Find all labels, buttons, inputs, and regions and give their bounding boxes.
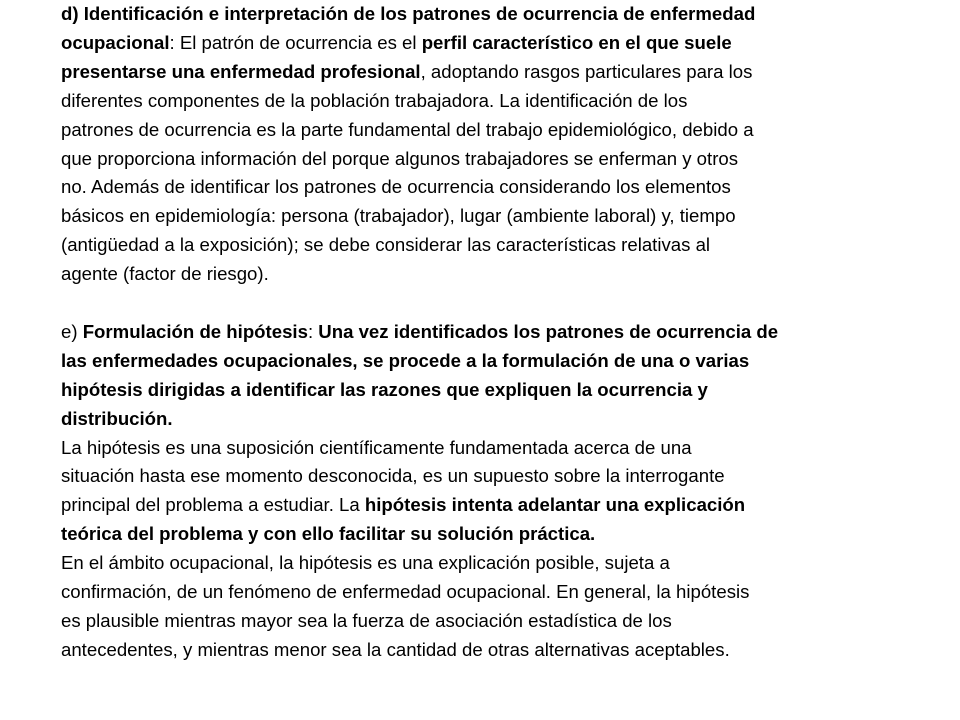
bold-text-segment: las enfermedades ocupacionales, se procede a la formulación de una o varias: [61, 349, 750, 371]
text-segment: diferentes componentes de la población trabajadora. La identificación de los: [61, 89, 688, 111]
section-e-paragraph: [61, 318, 921, 665]
section-d-line: [61, 58, 921, 87]
bold-text-segment: ocupacional: [61, 31, 170, 53]
paragraph-spacer: [61, 289, 921, 318]
text-segment: confirmación, de un fenómeno de enfermedad ocupacional. En general, la hipótesis: [61, 581, 750, 603]
section-e-line: [61, 520, 921, 549]
bold-text-segment: Formulación de hipótesis: [82, 320, 308, 342]
bold-text-segment: hipótesis dirigidas a identificar las razones que expliquen la ocurrencia y: [61, 378, 708, 400]
text-segment: básicos en epidemiología: persona (trabajador), lugar (ambiente laboral) y, tiempo: [61, 205, 736, 227]
text-segment: situación hasta ese momento desconocida, es un supuesto sobre la interrogante: [61, 465, 725, 487]
text-segment: principal del problema a estudiar. La: [61, 494, 365, 516]
section-d-line: [61, 116, 921, 145]
section-d-paragraph: [61, 0, 921, 289]
text-segment: que proporciona información del porque algunos trabajadores se enferman y otros: [61, 147, 739, 169]
section-e-line: [61, 318, 921, 347]
section-d-line: [61, 0, 921, 29]
section-e-line: [61, 636, 921, 665]
section-e-line: [61, 376, 921, 405]
section-d-line: [61, 145, 921, 174]
text-segment: : El patrón de ocurrencia es el: [169, 31, 422, 53]
section-e-line: [61, 462, 921, 491]
section-d-line: [61, 29, 921, 58]
bold-text-segment: perfil característico en el que suele: [421, 31, 732, 53]
text-segment: e): [61, 320, 83, 342]
bold-text-segment: presentarse una enfermedad profesional: [61, 60, 421, 82]
bold-text-segment: Una vez identificados los patrones de ocurrencia de: [318, 320, 779, 342]
section-e-line: [61, 405, 921, 434]
section-d-line: [61, 87, 921, 116]
section-d-line: [61, 260, 921, 289]
text-segment: (antigüedad a la exposición); se debe considerar las características relativas al: [61, 234, 711, 256]
section-d-line: [61, 173, 921, 202]
bold-text-segment: hipótesis intenta adelantar una explicación: [364, 494, 746, 516]
text-segment: agente (factor de riesgo).: [61, 263, 269, 285]
text-segment: es plausible mientras mayor sea la fuerza de asociación estadística de los: [61, 610, 672, 632]
section-e-line: [61, 607, 921, 636]
text-segment: En el ámbito ocupacional, la hipótesis es una explicación posible, sujeta a: [61, 552, 670, 574]
bold-text-segment: distribución.: [61, 407, 173, 429]
section-e-line: [61, 347, 921, 376]
text-segment: , adoptando rasgos particulares para los: [420, 60, 753, 82]
section-d-line: [61, 202, 921, 231]
section-e-line: [61, 434, 921, 463]
section-e-line: [61, 549, 921, 578]
text-segment: :: [307, 320, 319, 342]
text-segment: antecedentes, y mientras menor sea la cantidad de otras alternativas aceptables.: [61, 638, 730, 660]
text-segment: La hipótesis es una suposición científicamente fundamentada acerca de una: [61, 436, 692, 458]
text-segment: patrones de ocurrencia es la parte fundamental del trabajo epidemiológico, debido a: [61, 118, 754, 140]
bold-text-segment: teórica del problema y con ello facilitar su solución práctica.: [61, 523, 596, 545]
bold-text-segment: d) Identificación e interpretación de los patrones de ocurrencia de enfermedad: [61, 3, 756, 24]
slide-text-body: [61, 0, 921, 665]
text-segment: no. Además de identificar los patrones de ocurrencia considerando los elementos: [61, 176, 731, 198]
section-e-line: [61, 491, 921, 520]
section-d-line: [61, 231, 921, 260]
section-e-line: [61, 578, 921, 607]
